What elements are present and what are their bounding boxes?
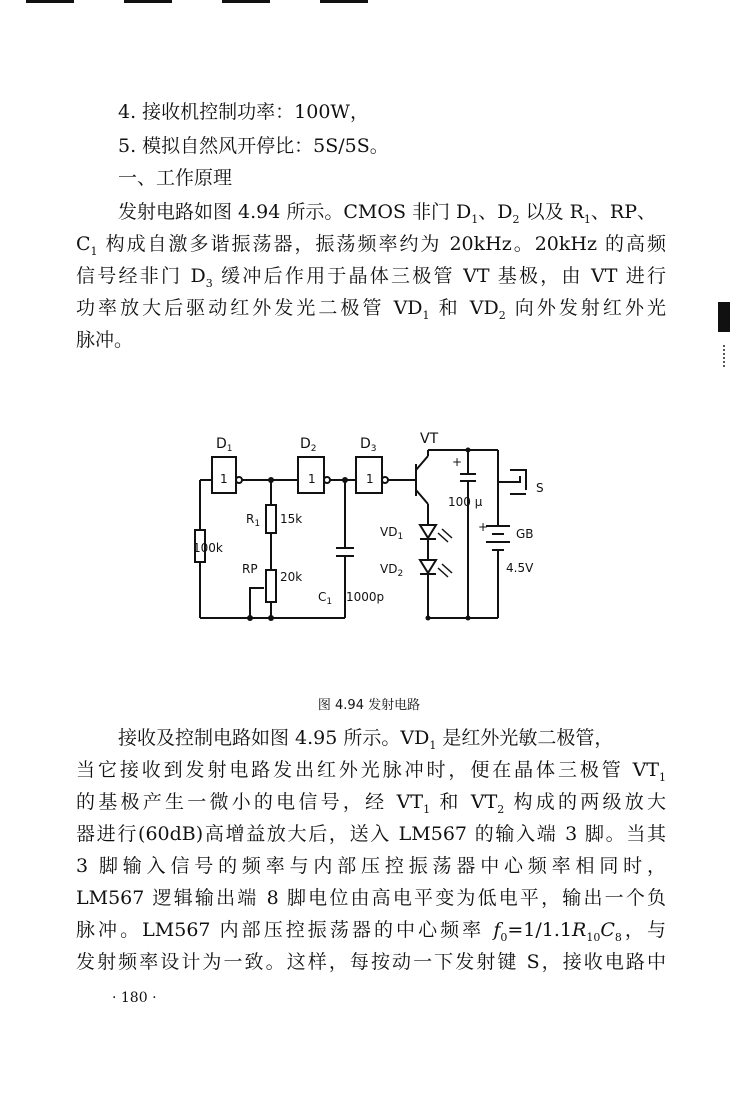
label-c1-sub: 1	[326, 597, 333, 607]
label-vd1: VD	[380, 525, 398, 539]
list-item-4: 4. 接收机控制功率：100W，	[118, 101, 369, 123]
margin-tab	[718, 302, 730, 332]
text-line: 功率放大后驱动红外发光二极管 $VD_1$ 和 $VD_2$ 向外发射红外光	[76, 297, 666, 322]
text-line: LM567 逻辑输出端 8 脚电位由高电平变为低电平，输出一个负	[76, 887, 666, 909]
label-vt: VT	[420, 431, 439, 447]
gate2-label: 1	[308, 472, 316, 486]
text-line: 器进行(60dB)高增益放大后，送入 LM567 的输入端 3 脚。当其	[76, 823, 666, 845]
text-line: 发射频率设计为一致。这样，每按动一下发射键 S，接收电路中	[76, 951, 666, 973]
figure-caption: 图 4.94 发射电路	[317, 698, 421, 713]
svg-text:D3	[360, 436, 377, 454]
gate1-label: 1	[220, 472, 228, 486]
top-rule	[124, 0, 172, 3]
label-rp-value: 20k	[280, 570, 303, 584]
svg-text:D2	[300, 436, 317, 454]
label-100u: 100 μ	[448, 495, 483, 509]
cap-plus: +	[452, 455, 463, 469]
svg-text:VD2	[380, 562, 403, 579]
section-heading: 一、工作原理	[118, 167, 233, 189]
label-vd1-sub: 1	[397, 532, 404, 542]
margin-dots	[723, 345, 727, 367]
label-gb: GB	[516, 527, 534, 541]
top-rule	[222, 0, 270, 3]
top-rule	[26, 0, 74, 3]
label-d1-sub: 1	[226, 444, 233, 454]
list-item-5: 5. 模拟自然风开停比：5S/5S。	[118, 135, 389, 157]
page-number: · 180 ·	[112, 990, 157, 1006]
label-c1-value: 1000p	[346, 590, 385, 604]
text-line: 接收及控制电路如图 4.95 所示。$VD_1$ 是红外光敏二极管，	[118, 727, 614, 752]
text-line: 脉冲。LM567 内部压控振荡器的中心频率 $f_0=1/1.1R_{10}C_8$，与	[76, 919, 666, 944]
transmitter-circuit-diagram	[180, 430, 580, 630]
label-r1-sub: 1	[254, 519, 261, 529]
label-c1: C	[318, 590, 327, 604]
label-d2-sub: 2	[310, 444, 317, 454]
label-100k: 100k	[193, 541, 223, 555]
text-line: 信号经非门 $D_3$ 缓冲后作用于晶体三极管 VT 基极，由 VT 进行	[76, 265, 666, 290]
label-gb-value: 4.5V	[506, 561, 534, 575]
label-vd2-sub: 2	[397, 569, 404, 579]
text-line: $C_1$ 构成自激多谐振荡器，振荡频率约为 20kHz。20kHz 的高频	[76, 233, 666, 258]
svg-text:VD1	[380, 525, 403, 542]
label-d3: D	[360, 436, 371, 452]
text-line: 当它接收到发射电路发出红外光脉冲时，便在晶体三极管 $VT_1$	[76, 759, 666, 784]
label-d3-sub: 3	[370, 444, 377, 454]
battery-plus: +	[478, 520, 489, 534]
label-d1: D	[216, 436, 227, 452]
top-rule	[320, 0, 368, 3]
gate3-label: 1	[366, 472, 374, 486]
label-d2: D	[300, 436, 311, 452]
label-r1-value: 15k	[280, 512, 303, 526]
text-line: 3 脚输入信号的频率与内部压控振荡器中心频率相同时，	[76, 855, 666, 877]
svg-text:D1	[216, 436, 233, 454]
label-s: S	[536, 481, 544, 495]
text-line: 的基极产生一微小的电信号，经 $VT_1$ 和 $VT_2$ 构成的两级放大	[76, 791, 666, 816]
label-rp: RP	[242, 562, 258, 576]
svg-text:C1	[318, 590, 332, 607]
svg-text:R1	[246, 512, 260, 529]
text-line: 发射电路如图 4.94 所示。CMOS 非门 $D_1$、$D_2$ 以及 $R_1$、RP、	[118, 201, 657, 226]
text-line: 脉冲。	[76, 329, 134, 351]
label-vd2: VD	[380, 562, 398, 576]
label-r1: R	[246, 512, 255, 526]
